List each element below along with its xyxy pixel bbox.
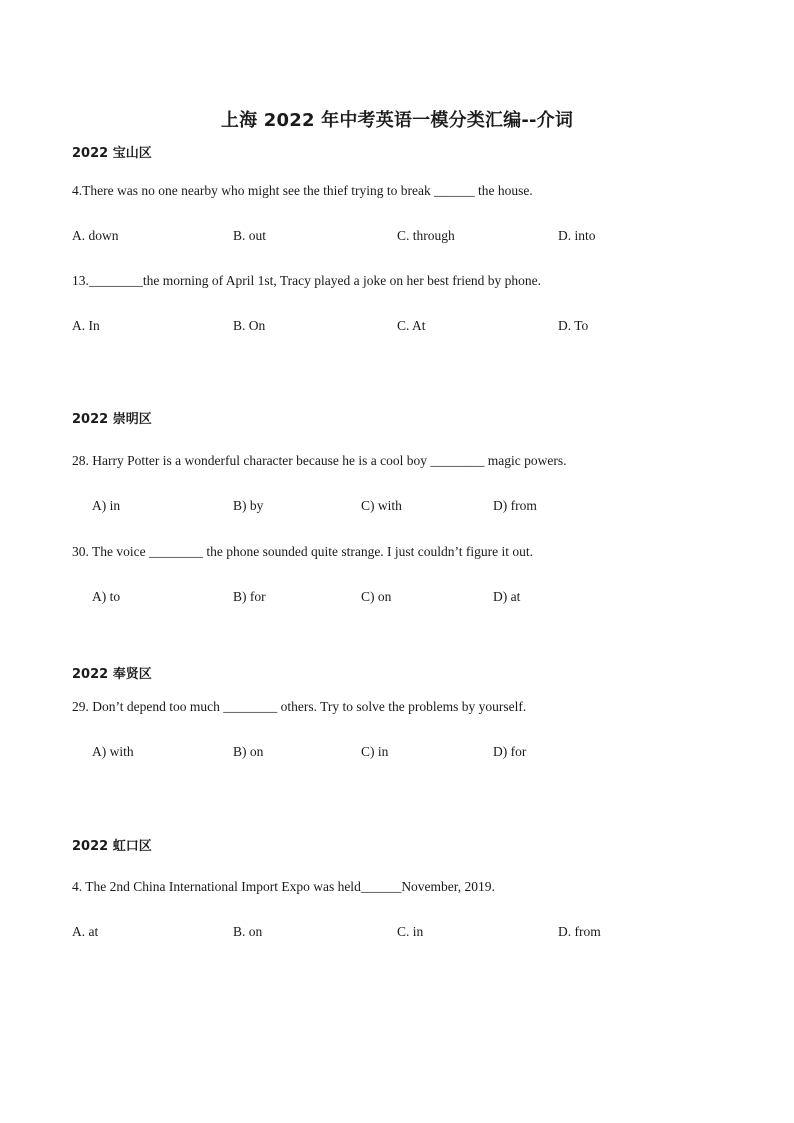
option-b: B) by: [233, 498, 264, 513]
option-a: A) with: [92, 744, 134, 759]
option-c: C. At: [397, 318, 426, 333]
section-heading-baoshan: 2022 宝山区: [72, 146, 152, 161]
option-d: D) for: [493, 744, 527, 759]
option-b: B) on: [233, 744, 264, 759]
option-b: B. on: [233, 924, 263, 939]
section-heading-fengxian: 2022 奉贤区: [72, 667, 152, 682]
question-30-chongming: 30. The voice ________ the phone sounded quite strange. I just couldn’t figure it out.: [72, 544, 534, 559]
question-13-baoshan: 13.________the morning of April 1st, Tracy played a joke on her best friend by phone.: [72, 273, 542, 288]
option-d: D. from: [558, 924, 601, 939]
option-b: B. On: [233, 318, 266, 333]
question-4-baoshan: 4.There was no one nearby who might see the thief trying to break ______ the house.: [72, 183, 533, 198]
option-c: C) in: [361, 744, 389, 759]
option-d: D. To: [558, 318, 589, 333]
option-a: A) to: [92, 589, 121, 604]
section-heading-hongkou: 2022 虹口区: [72, 839, 152, 854]
question-4-hongkou: 4. The 2nd China International Import Expo was held______November, 2019.: [72, 879, 495, 894]
option-a: A. at: [72, 924, 99, 939]
option-c: C. in: [397, 924, 424, 939]
option-b: B. out: [233, 228, 267, 243]
option-d: D) from: [493, 498, 537, 513]
question-28-chongming: 28. Harry Potter is a wonderful character because he is a cool boy ________ magic powers.: [72, 453, 567, 468]
option-d: D. into: [558, 228, 596, 243]
option-a: A. In: [72, 318, 100, 333]
option-c: C. through: [397, 228, 455, 243]
option-b: B) for: [233, 589, 266, 604]
option-c: C) on: [361, 589, 392, 604]
option-c: C) with: [361, 498, 402, 513]
document-title: 上海 2022 年中考英语一模分类汇编--介词: [220, 110, 574, 131]
option-d: D) at: [493, 589, 521, 604]
section-heading-chongming: 2022 崇明区: [72, 412, 152, 427]
question-29-fengxian: 29. Don’t depend too much ________ others. Try to solve the problems by yourself.: [72, 699, 527, 714]
option-a: A) in: [92, 498, 121, 513]
option-a: A. down: [72, 228, 119, 243]
